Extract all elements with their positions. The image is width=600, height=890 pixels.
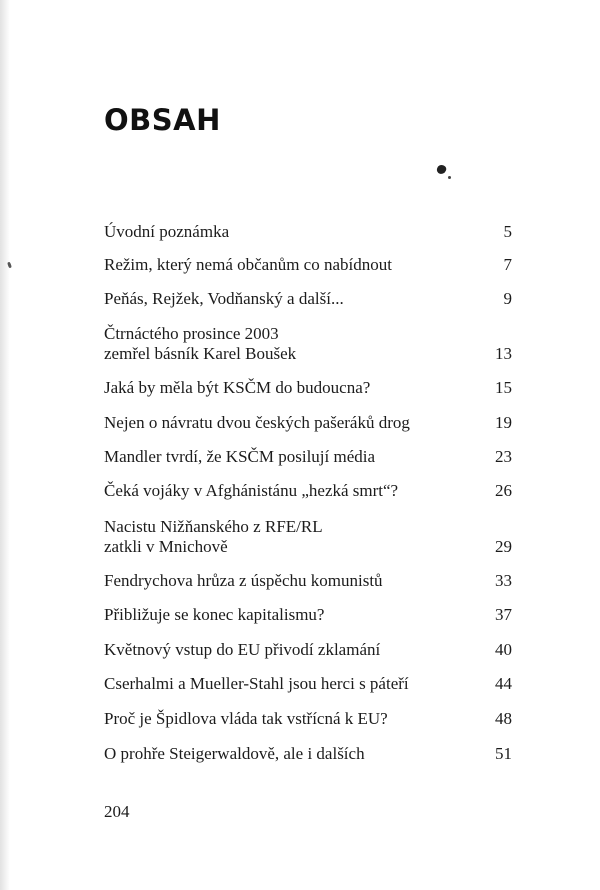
toc-entry-page: 40 xyxy=(495,640,512,659)
toc-entry-title: Nejen o návratu dvou českých pašeráků drog xyxy=(104,413,410,432)
toc-entry xyxy=(104,709,512,729)
toc-entry-page: 15 xyxy=(495,378,512,397)
toc-entry xyxy=(104,289,512,309)
toc-entry-page: 37 xyxy=(495,605,512,624)
page-edge xyxy=(0,0,10,890)
toc-entry-page: 19 xyxy=(495,413,512,432)
toc-entry-page: 13 xyxy=(495,344,512,363)
toc-entry-title: Nacistu Nižňanského z RFE/RL xyxy=(104,517,323,536)
ink-speck xyxy=(448,176,451,179)
toc-entry-page: 48 xyxy=(495,709,512,728)
toc-entry xyxy=(104,481,512,501)
toc-entry xyxy=(104,447,512,467)
toc-entry-page: 51 xyxy=(495,744,512,763)
toc-entry-title: Režim, který nemá občanům co nabídnout xyxy=(104,255,392,274)
toc-entry xyxy=(104,744,512,764)
toc-entry-title: zatkli v Mnichově xyxy=(104,537,228,556)
toc-entry-title: O prohře Steigerwaldově, ale i dalších xyxy=(104,744,365,763)
toc-entry-title: Peňás, Rejžek, Vodňanský a další... xyxy=(104,289,344,308)
toc-entry-page: 29 xyxy=(495,537,512,556)
toc-entry xyxy=(104,255,512,275)
toc-entry-title: Úvodní poznámka xyxy=(104,222,230,241)
toc-entry-page: 23 xyxy=(495,447,512,466)
toc-entry xyxy=(104,674,512,694)
toc-entry-page: 9 xyxy=(503,289,512,308)
toc-entry xyxy=(104,605,512,625)
toc-entry-page: 7 xyxy=(503,255,512,274)
toc-entry-title: Mandler tvrdí, že KSČM posilují média xyxy=(104,447,376,466)
toc-entry-title: Přibližuje se konec kapitalismu? xyxy=(104,605,325,624)
toc-entry-title: Cserhalmi a Mueller-Stahl jsou herci s páteří xyxy=(104,674,409,693)
toc-entry-title: Čtrnáctého prosince 2003 xyxy=(104,324,279,343)
toc-entry xyxy=(104,640,512,660)
toc-entry-title: zemřel básník Karel Boušek xyxy=(104,344,297,363)
toc-entry-title: Jaká by měla být KSČM do budoucna? xyxy=(104,378,371,397)
toc-entry-title: Čeká vojáky v Afghánistánu „hezká smrt“? xyxy=(104,481,399,500)
page-title: OBSAH xyxy=(104,103,221,137)
toc-entry-title: Květnový vstup do EU přivodí zklamání xyxy=(104,640,381,659)
toc-entry xyxy=(104,222,512,242)
toc-entry-page: 44 xyxy=(495,674,512,693)
toc-entry xyxy=(104,413,512,433)
toc-entry-page: 26 xyxy=(495,481,512,500)
toc-entry xyxy=(104,378,512,398)
toc-entry xyxy=(104,571,512,591)
toc-entry xyxy=(104,324,512,364)
toc-entry-page: 33 xyxy=(495,571,512,590)
toc-entry-title: Fendrychova hrůza z úspěchu komunistů xyxy=(104,571,383,590)
toc-entry-title: Proč je Špidlova vláda tak vstřícná k EU? xyxy=(104,709,388,728)
toc-entry xyxy=(104,517,512,557)
ink-speck xyxy=(436,164,448,176)
toc-entry-page: 5 xyxy=(503,222,512,241)
page-number: 204 xyxy=(104,802,130,821)
